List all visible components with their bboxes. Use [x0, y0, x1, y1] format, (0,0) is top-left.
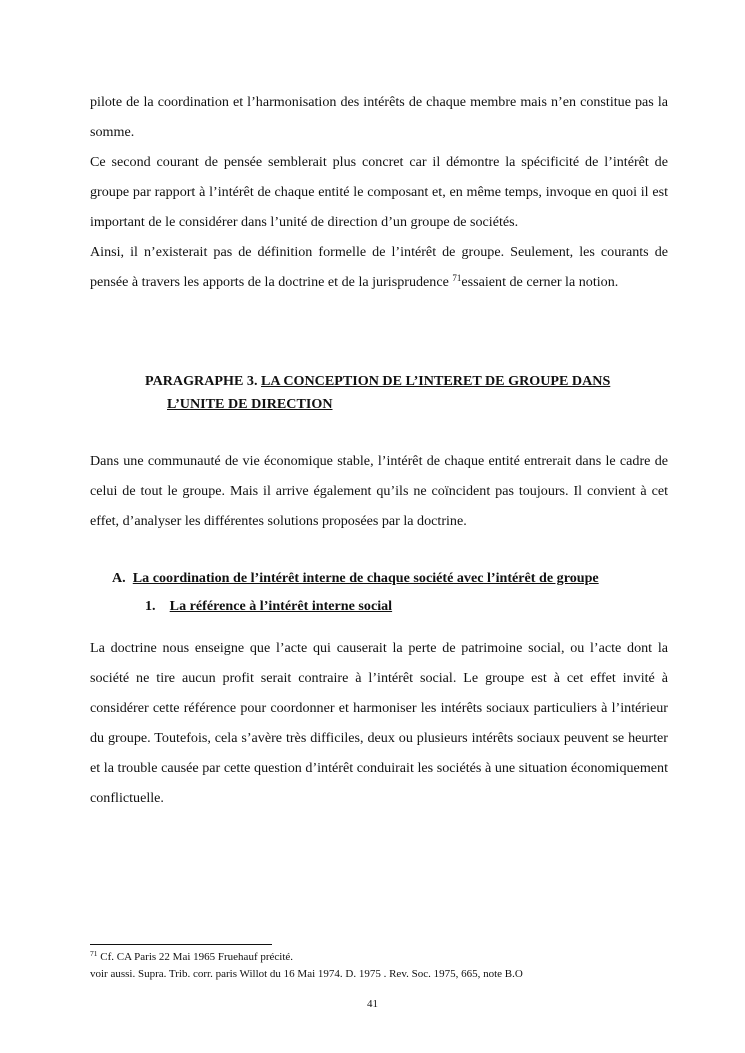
- paragraph-3-text-a: Ainsi, il n’existerait pas de définition formelle de l’intérêt de groupe. Seulement, les courants de pensée à travers les apports de la doctrine et de la jurisprudence: [90, 244, 668, 290]
- footnote-71-line-1: [90, 949, 690, 966]
- paragraph-3-title-line-1: LA CONCEPTION DE L’INTERET DE GROUPE DANS: [261, 373, 611, 389]
- subsection-1-title: La référence à l’intérêt interne social: [169, 598, 393, 614]
- subsection-1-marker: 1.: [145, 598, 156, 614]
- footnote-71-number: 71: [90, 949, 98, 958]
- footnote-reference-71[interactable]: 71: [452, 273, 462, 283]
- section-a-title: La coordination de l’intérêt interne de chaque société avec l’intérêt de groupe: [132, 570, 599, 586]
- paragraph-4: Dans une communauté de vie économique stable, l’intérêt de chaque entité entrerait dans le cadre de celui de tout le groupe. Mais il arrive également qu’ils ne coïncident pas toujours. Il convient à cet effet, d’analyser les différentes solutions proposées par la doctrine.: [90, 453, 668, 529]
- paragraph-3: [90, 237, 668, 298]
- paragraph-1: pilote de la coordination et l’harmonisation des intérêts de chaque membre mais n’en constitue pas la somme.: [90, 94, 668, 140]
- paragraph-3-text-b: essaient de cerner la notion.: [461, 274, 619, 290]
- section-a-heading: [112, 567, 672, 590]
- paragraph-2: Ce second courant de pensée semblerait plus concret car il démontre la spécificité de l’intérêt de groupe par rapport à l’intérêt de chaque entité le composant et, en même temps, invoque en quoi il est important de le considérer dans l’unité de direction d’un groupe de sociétés.: [90, 154, 668, 230]
- footnote-71-line-2: voir aussi. Supra. Trib. corr. paris Willot du 16 Mai 1974. D. 1975 . Rev. Soc. 1975, 665, note B.O: [90, 968, 523, 980]
- paragraph-5: La doctrine nous enseigne que l’acte qui causerait la perte de patrimoine social, ou l’acte dont la société ne tire aucun profit serait contraire à l’intérêt social. Le groupe est à cet effet invité à considérer cette référence pour coordonner et harmoniser les intérêts sociaux particuliers à l’intérieur du groupe. Toutefois, cela s’avère très difficiles, deux ou plusieurs intérêts sociaux peuvent se heurter et la trouble causée par cette question d’intérêt conduirait les sociétés à une situation économiquement conflictuelle.: [90, 640, 668, 806]
- section-a-marker: A.: [112, 570, 126, 586]
- footnote-71: [90, 949, 690, 983]
- paragraph-3-title-line-2: L’UNITE DE DIRECTION: [167, 396, 333, 412]
- footnote-separator: [90, 944, 272, 945]
- page-number: 41: [367, 998, 378, 1010]
- paragraph-3-label: PARAGRAPHE 3.: [145, 373, 258, 389]
- footnote-71-text-1: Cf. CA Paris 22 Mai 1965 Fruehauf précité.: [97, 951, 294, 963]
- paragraph-3-heading: [145, 370, 668, 416]
- subsection-1-heading: [145, 595, 645, 618]
